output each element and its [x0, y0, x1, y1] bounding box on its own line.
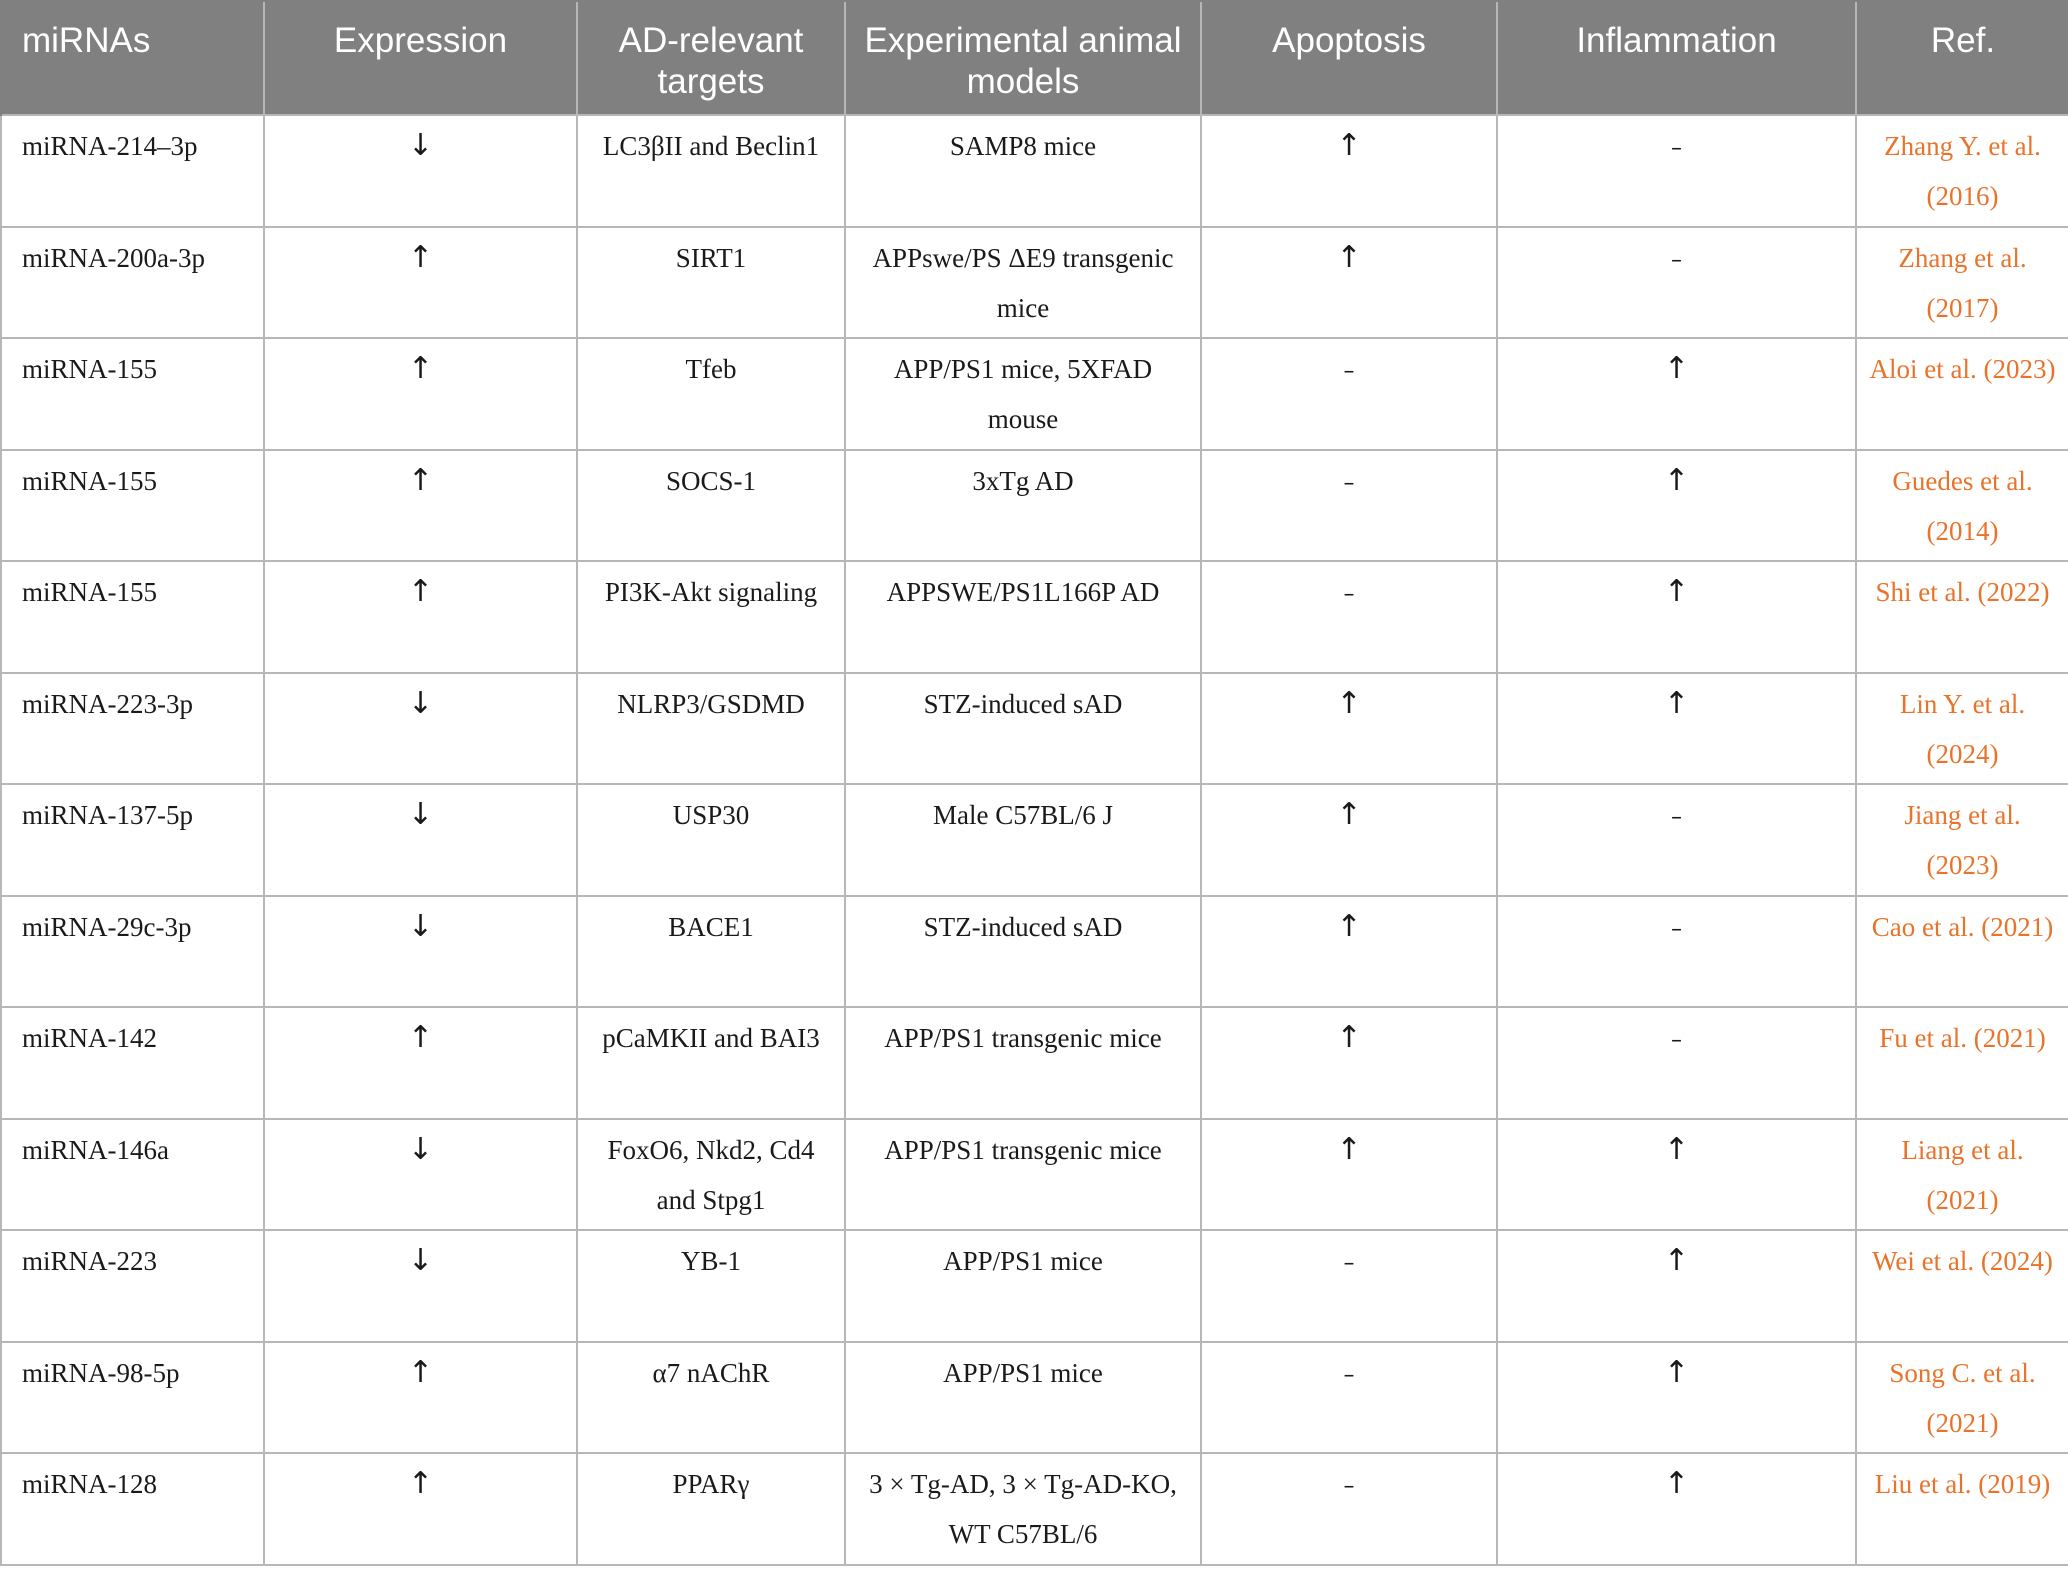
cell-mirna-text: miRNA-214–3p: [22, 131, 198, 161]
cell-expression: [264, 1007, 577, 1119]
cell-ref-text: Aloi et al. (2023): [1869, 354, 2056, 384]
cell-apoptosis-text: –: [1343, 1362, 1355, 1388]
cell-expression-text: ↑: [407, 239, 434, 275]
table-row: [1, 896, 2068, 1008]
cell-ref-text: Wei et al. (2024): [1872, 1246, 2053, 1276]
cell-targets: [577, 1119, 845, 1231]
cell-apoptosis-text: ↑: [1336, 239, 1362, 275]
cell-ref[interactable]: [1856, 784, 2068, 896]
cell-targets: [577, 1453, 845, 1565]
table-row: [1, 1007, 2068, 1119]
cell-models: [845, 1119, 1201, 1231]
cell-expression: [264, 1453, 577, 1565]
cell-ref[interactable]: [1856, 1007, 2068, 1119]
cell-expression-text: ↑: [407, 1354, 434, 1390]
cell-inflammation: [1497, 896, 1856, 1008]
cell-mirna: [1, 1007, 264, 1119]
cell-expression-text: ↓: [407, 685, 434, 721]
cell-ref[interactable]: [1856, 561, 2068, 673]
cell-inflammation-text: –: [1671, 247, 1682, 273]
cell-targets-text: SIRT1: [675, 242, 747, 273]
header-ref: Ref.: [1856, 1, 2068, 115]
cell-targets: [577, 1230, 845, 1342]
cell-expression-text: ↓: [407, 128, 434, 163]
cell-models-text: SAMP8 mice: [949, 131, 1097, 161]
cell-ref[interactable]: [1856, 673, 2068, 785]
cell-inflammation: [1497, 1119, 1856, 1231]
cell-targets: [577, 450, 845, 562]
cell-targets-text: PI3K-Akt signaling: [604, 577, 818, 607]
cell-apoptosis-text: ↑: [1336, 908, 1362, 944]
cell-ref-text: Song C. et al. (2021): [1889, 1357, 2036, 1438]
cell-models: [845, 227, 1201, 339]
cell-apoptosis: [1201, 115, 1497, 227]
cell-mirna-text: miRNA-98-5p: [22, 1357, 180, 1388]
header-mirnas: miRNAs: [1, 1, 264, 115]
cell-targets-text: PPARγ: [672, 1469, 750, 1499]
cell-mirna: [1, 784, 264, 896]
cell-models-text: 3xTg AD: [972, 465, 1074, 496]
cell-models-text: APP/PS1 transgenic mice: [884, 1134, 1162, 1165]
cell-mirna: [1, 450, 264, 562]
cell-ref[interactable]: [1856, 450, 2068, 562]
cell-targets-text: BACE1: [668, 911, 754, 942]
cell-mirna-text: miRNA-223: [22, 1246, 157, 1276]
cell-expression-text: ↓: [407, 1131, 434, 1167]
table-row: [1, 1230, 2068, 1342]
cell-ref-text: Zhang Y. et al. (2016): [1884, 131, 2041, 211]
cell-mirna-text: miRNA-29c-3p: [22, 911, 192, 942]
table-row: [1, 115, 2068, 227]
cell-mirna-text: miRNA-137-5p: [22, 800, 193, 830]
cell-models: [845, 784, 1201, 896]
cell-expression-text: ↑: [407, 462, 434, 498]
cell-inflammation-text: –: [1671, 916, 1682, 942]
cell-inflammation: [1497, 227, 1856, 339]
cell-apoptosis: [1201, 1342, 1497, 1454]
header-models: Experimental animal models: [845, 1, 1201, 115]
cell-inflammation-text: ↑: [1663, 1466, 1690, 1501]
cell-apoptosis: [1201, 673, 1497, 785]
cell-inflammation-text: ↑: [1663, 1354, 1690, 1390]
cell-ref[interactable]: [1856, 338, 2068, 450]
cell-models-text: 3 × Tg-AD, 3 × Tg-AD-KO, WT C57BL/6: [869, 1469, 1177, 1549]
cell-targets: [577, 673, 845, 785]
cell-expression: [264, 896, 577, 1008]
cell-expression-text: ↑: [407, 1020, 434, 1055]
table-row: [1, 227, 2068, 339]
cell-apoptosis-text: ↑: [1336, 128, 1362, 163]
cell-targets-text: NLRP3/GSDMD: [617, 688, 805, 719]
cell-ref-text: Jiang et al. (2023): [1904, 800, 2021, 880]
cell-mirna: [1, 115, 264, 227]
cell-expression: [264, 561, 577, 673]
cell-ref-text: Fu et al. (2021): [1879, 1023, 2046, 1053]
cell-targets: [577, 115, 845, 227]
cell-apoptosis-text: ↑: [1336, 685, 1362, 721]
cell-inflammation-text: ↑: [1663, 351, 1690, 386]
cell-inflammation: [1497, 673, 1856, 785]
cell-targets: [577, 1007, 845, 1119]
cell-inflammation: [1497, 1007, 1856, 1119]
cell-mirna-text: miRNA-223-3p: [22, 688, 193, 719]
cell-expression: [264, 227, 577, 339]
cell-models: [845, 1342, 1201, 1454]
cell-mirna-text: miRNA-146a: [22, 1134, 169, 1165]
cell-targets-text: LC3βII and Beclin1: [602, 131, 820, 161]
cell-apoptosis-text: –: [1343, 582, 1355, 607]
cell-targets-text: FoxO6, Nkd2, Cd4 and Stpg1: [607, 1134, 815, 1215]
cell-inflammation: [1497, 338, 1856, 450]
cell-ref[interactable]: [1856, 115, 2068, 227]
cell-apoptosis: [1201, 338, 1497, 450]
cell-expression: [264, 673, 577, 785]
cell-expression: [264, 1342, 577, 1454]
table-row: [1, 673, 2068, 785]
cell-models: [845, 338, 1201, 450]
cell-inflammation-text: ↑: [1663, 685, 1690, 721]
cell-expression-text: ↑: [407, 1466, 434, 1501]
cell-inflammation-text: –: [1671, 136, 1682, 161]
cell-mirna: [1, 896, 264, 1008]
cell-ref-text: Zhang et al. (2017): [1898, 242, 2027, 323]
cell-ref[interactable]: [1856, 1230, 2068, 1342]
cell-inflammation-text: ↑: [1663, 1131, 1690, 1167]
cell-models-text: Male C57BL/6 J: [933, 800, 1113, 830]
cell-expression: [264, 784, 577, 896]
table-row: [1, 1453, 2068, 1565]
cell-mirna-text: miRNA-142: [22, 1023, 157, 1053]
cell-models: [845, 896, 1201, 1008]
cell-models: [845, 673, 1201, 785]
cell-apoptosis: [1201, 561, 1497, 673]
cell-apoptosis: [1201, 1453, 1497, 1565]
cell-inflammation-text: –: [1671, 1028, 1682, 1053]
cell-models: [845, 561, 1201, 673]
cell-inflammation: [1497, 450, 1856, 562]
cell-ref[interactable]: [1856, 896, 2068, 1008]
cell-targets-text: Tfeb: [685, 354, 737, 384]
cell-models-text: APP/PS1 mice, 5XFAD mouse: [893, 354, 1153, 434]
cell-ref-text: Liang et al. (2021): [1901, 1134, 2024, 1215]
cell-expression-text: ↓: [407, 908, 434, 944]
header-inflammation: Inflammation: [1497, 1, 1856, 115]
cell-mirna: [1, 227, 264, 339]
cell-apoptosis: [1201, 896, 1497, 1008]
cell-models: [845, 1453, 1201, 1565]
cell-apoptosis: [1201, 1007, 1497, 1119]
cell-expression-text: ↓: [407, 1243, 434, 1278]
cell-inflammation: [1497, 561, 1856, 673]
cell-ref-text: Lin Y. et al. (2024): [1899, 688, 2026, 769]
cell-targets: [577, 561, 845, 673]
cell-models: [845, 450, 1201, 562]
cell-apoptosis-text: –: [1343, 470, 1355, 496]
cell-targets: [577, 227, 845, 339]
cell-ref[interactable]: [1856, 1119, 2068, 1231]
cell-apoptosis-text: –: [1343, 1474, 1355, 1499]
table-body: [1, 115, 2068, 1565]
table-row: [1, 450, 2068, 562]
cell-apoptosis-text: ↑: [1336, 1131, 1362, 1167]
cell-expression-text: ↑: [407, 351, 434, 386]
table-row: [1, 561, 2068, 673]
cell-mirna: [1, 1119, 264, 1231]
cell-models-text: APP/PS1 transgenic mice: [884, 1023, 1162, 1053]
cell-models: [845, 1007, 1201, 1119]
cell-expression: [264, 1230, 577, 1342]
cell-targets: [577, 338, 845, 450]
cell-apoptosis: [1201, 450, 1497, 562]
cell-ref-text: Liu et al. (2019): [1874, 1469, 2051, 1499]
header-apoptosis: Apoptosis: [1201, 1, 1497, 115]
cell-targets-text: SOCS-1: [665, 465, 757, 496]
cell-targets: [577, 1342, 845, 1454]
cell-expression: [264, 338, 577, 450]
cell-mirna-text: miRNA-200a-3p: [22, 242, 205, 273]
cell-expression: [264, 115, 577, 227]
cell-apoptosis-text: ↑: [1336, 1020, 1362, 1055]
cell-inflammation: [1497, 784, 1856, 896]
cell-apoptosis-text: ↑: [1336, 797, 1362, 832]
cell-mirna-text: miRNA-155: [22, 577, 157, 607]
cell-models-text: STZ-induced sAD: [923, 688, 1123, 719]
cell-targets-text: α7 nAChR: [652, 1357, 770, 1388]
cell-mirna-text: miRNA-155: [22, 465, 157, 496]
table-row: [1, 1342, 2068, 1454]
cell-models-text: APPswe/PS ΔE9 transgenic mice: [872, 242, 1174, 323]
cell-mirna: [1, 1342, 264, 1454]
table-row: [1, 1119, 2068, 1231]
cell-inflammation-text: ↑: [1663, 574, 1690, 609]
cell-mirna: [1, 673, 264, 785]
table-row: [1, 784, 2068, 896]
cell-apoptosis: [1201, 784, 1497, 896]
table-header: [1, 1, 2068, 115]
cell-mirna: [1, 561, 264, 673]
cell-models-text: STZ-induced sAD: [923, 911, 1123, 942]
cell-expression-text: ↑: [407, 574, 434, 609]
cell-ref[interactable]: [1856, 1453, 2068, 1565]
header-targets: AD-relevant targets: [577, 1, 845, 115]
cell-apoptosis: [1201, 227, 1497, 339]
cell-targets-text: pCaMKII and BAI3: [602, 1023, 820, 1053]
cell-inflammation: [1497, 1453, 1856, 1565]
cell-ref[interactable]: [1856, 227, 2068, 339]
cell-ref-text: Shi et al. (2022): [1875, 577, 2050, 607]
cell-inflammation-text: ↑: [1663, 1243, 1690, 1278]
cell-apoptosis-text: –: [1343, 359, 1355, 384]
cell-apoptosis: [1201, 1119, 1497, 1231]
cell-ref[interactable]: [1856, 1342, 2068, 1454]
cell-mirna: [1, 1230, 264, 1342]
cell-expression: [264, 450, 577, 562]
cell-models-text: APPSWE/PS1L166P AD: [886, 577, 1160, 607]
cell-inflammation-text: ↑: [1663, 462, 1690, 498]
cell-models: [845, 1230, 1201, 1342]
cell-targets: [577, 896, 845, 1008]
cell-ref-text: Cao et al. (2021): [1871, 911, 2054, 942]
cell-mirna: [1, 1453, 264, 1565]
cell-targets-text: YB-1: [681, 1246, 741, 1276]
cell-mirna: [1, 338, 264, 450]
header-row: [1, 1, 2068, 115]
cell-targets-text: USP30: [672, 800, 750, 830]
header-expression: Expression: [264, 1, 577, 115]
cell-expression-text: ↓: [407, 797, 434, 832]
cell-apoptosis: [1201, 1230, 1497, 1342]
cell-ref-text: Guedes et al. (2014): [1892, 465, 2033, 546]
cell-mirna-text: miRNA-128: [22, 1469, 157, 1499]
cell-mirna-text: miRNA-155: [22, 354, 157, 384]
cell-inflammation: [1497, 1230, 1856, 1342]
cell-models-text: APP/PS1 mice: [943, 1357, 1103, 1388]
cell-inflammation: [1497, 1342, 1856, 1454]
cell-targets: [577, 784, 845, 896]
cell-inflammation-text: –: [1671, 805, 1682, 830]
table-row: [1, 338, 2068, 450]
cell-apoptosis-text: –: [1343, 1251, 1355, 1276]
cell-expression: [264, 1119, 577, 1231]
cell-models-text: APP/PS1 mice: [943, 1246, 1103, 1276]
cell-models: [845, 115, 1201, 227]
cell-inflammation: [1497, 115, 1856, 227]
